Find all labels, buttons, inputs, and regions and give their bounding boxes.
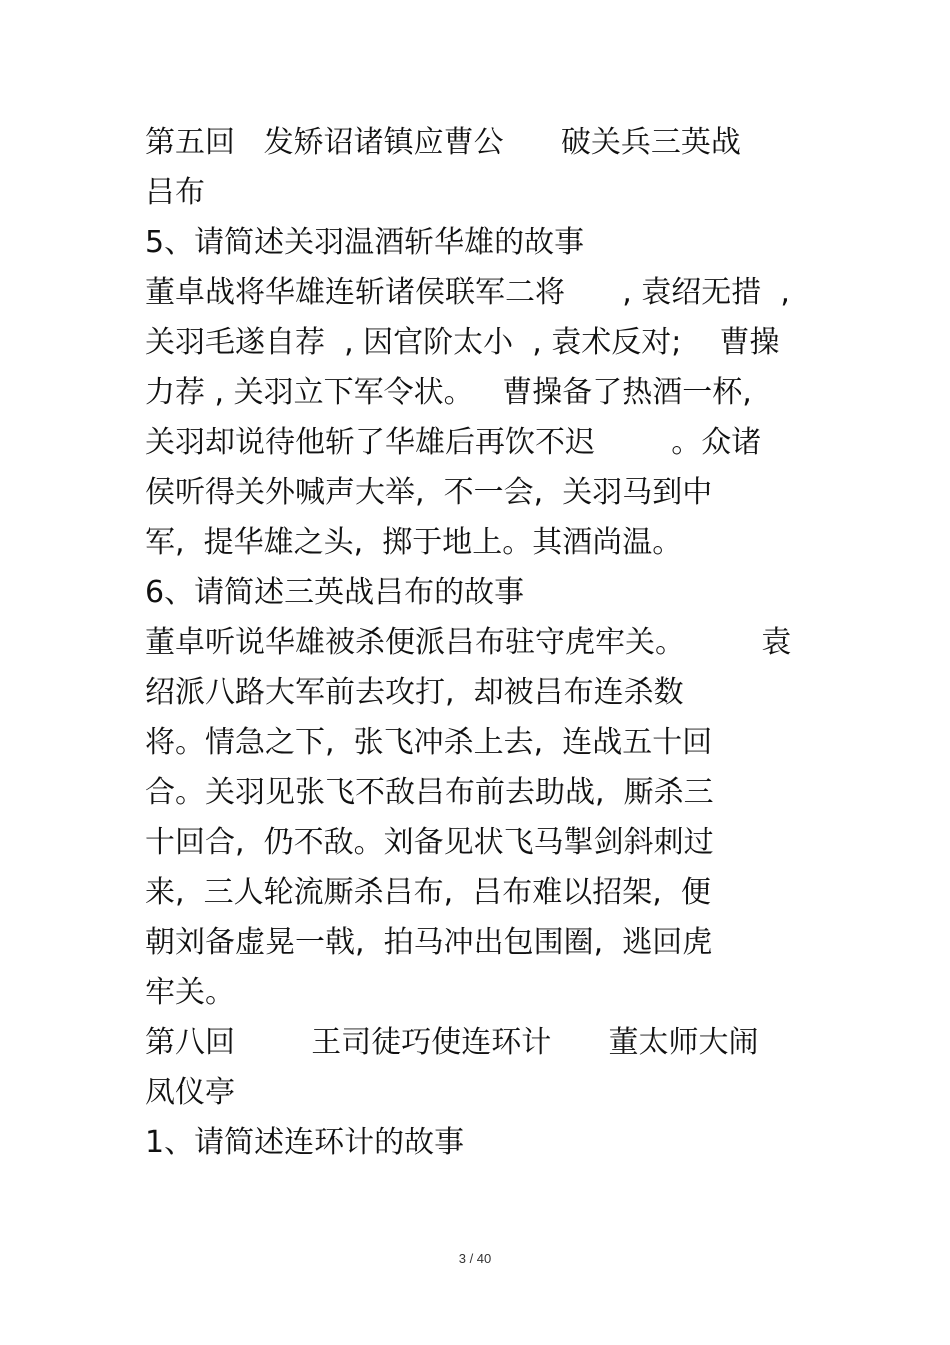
body-text-line: 合。关羽见张飞不敌吕布前去助战, 厮杀三 (145, 775, 714, 810)
body-text-line: 关羽毛遂自荐 , 因官阶太小 , 袁术反对; 曹操 (145, 325, 780, 360)
question-1-heading: 1、请简述连环计的故事 (145, 1125, 465, 1160)
chapter-5-heading: 第五回 发矫诏诸镇应曹公 破关兵三英战 (145, 125, 741, 160)
body-text-line: 朝刘备虚晃一戟, 拍马冲出包围圈, 逃回虎 (145, 925, 713, 960)
chapter-5-heading-cont: 吕布 (145, 175, 205, 210)
chapter-8-heading: 第八回 王司徒巧使连环计 董太师大闹 (145, 1025, 759, 1060)
body-text-line: 军, 提华雄之头, 掷于地上。其酒尚温。 (145, 525, 683, 560)
chapter-8-heading-cont: 凤仪亭 (145, 1075, 235, 1110)
body-text-line: 十回合, 仍不敌。刘备见状飞马掣剑斜刺过 (145, 825, 714, 860)
body-text-line: 绍派八路大军前去攻打, 却被吕布连杀数 (145, 675, 684, 710)
body-text-line: 力荐 , 关羽立下军令状。 曹操备了热酒一杯, (145, 375, 752, 410)
body-text-line: 董卓听说华雄被杀便派吕布驻守虎牢关。 袁 (145, 625, 792, 660)
body-text-line: 关羽却说待他斩了华雄后再饮不迟 。众诸 (145, 425, 762, 460)
body-text-line: 牢关。 (145, 975, 235, 1010)
body-text-line: 董卓战将华雄连斩诸侯联军二将 , 袁绍无措 , (145, 275, 790, 310)
body-text-line: 将。情急之下, 张飞冲杀上去, 连战五十回 (145, 725, 713, 760)
body-text-line: 侯听得关外喊声大举, 不一会, 关羽马到中 (145, 475, 713, 510)
page-number: 3 / 40 (458, 1251, 492, 1266)
question-5-heading: 5、请简述关羽温酒斩华雄的故事 (145, 225, 585, 260)
question-6-heading: 6、请简述三英战吕布的故事 (145, 575, 525, 610)
body-text-line: 来, 三人轮流厮杀吕布, 吕布难以招架, 便 (145, 875, 711, 910)
